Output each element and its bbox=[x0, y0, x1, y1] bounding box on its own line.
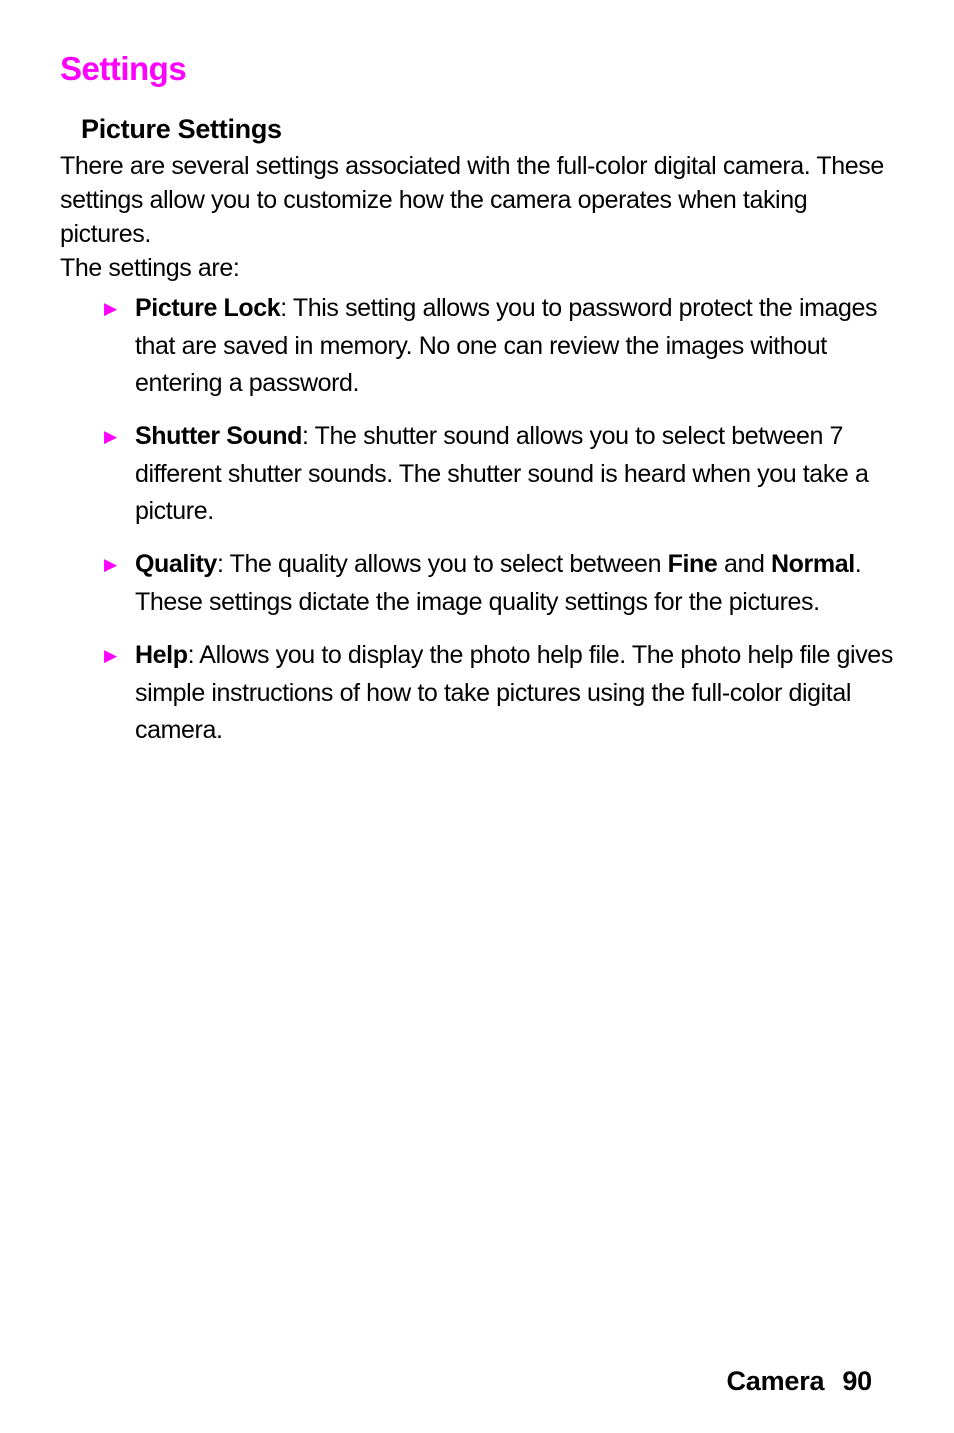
description-quality-middle: and bbox=[717, 550, 772, 578]
description-picture-lock: : This setting allows you to password protect the images that are saved in memory. No one can review the images without entering a password. bbox=[135, 294, 878, 397]
list-item-shutter-sound bbox=[104, 418, 894, 531]
description-quality-start: : The quality allows you to select between bbox=[216, 550, 668, 578]
term-quality: Quality bbox=[135, 550, 217, 578]
description-help: : Allows you to display the photo help file. The photo help file gives simple instructions of how to take pictures using the full-color digital camera. bbox=[135, 641, 893, 744]
triangle-right-icon: ▶ bbox=[104, 555, 117, 574]
triangle-right-icon: ▶ bbox=[104, 646, 117, 665]
term-picture-lock: Picture Lock bbox=[135, 294, 281, 322]
footer-section: Camera bbox=[726, 1366, 825, 1396]
term-help: Help bbox=[135, 641, 188, 669]
settings-list-intro: The settings are: bbox=[60, 254, 240, 282]
page-number: 90 bbox=[842, 1366, 872, 1396]
list-item-text bbox=[135, 418, 894, 531]
page-footer bbox=[726, 1366, 872, 1397]
page-title: Settings bbox=[60, 50, 187, 87]
description-shutter-sound: : The shutter sound allows you to select between 7 different shutter sounds. The shutter sound is heard when you take a picture. bbox=[135, 422, 869, 525]
section-heading: Picture Settings bbox=[81, 114, 282, 144]
term-shutter-sound: Shutter Sound bbox=[135, 422, 303, 450]
list-item-quality bbox=[104, 546, 894, 621]
list-item-help bbox=[104, 637, 894, 750]
list-item-text bbox=[135, 637, 894, 750]
triangle-right-icon: ▶ bbox=[104, 427, 117, 446]
triangle-right-icon: ▶ bbox=[104, 299, 117, 318]
option-normal: Normal bbox=[771, 550, 855, 578]
intro-paragraph: There are several settings associated with the full-color digital camera. These settings allow you to customize how the camera operates when taking pictures. bbox=[60, 152, 884, 248]
option-fine: Fine bbox=[667, 550, 718, 578]
list-item-picture-lock bbox=[104, 290, 894, 403]
list-item-text bbox=[135, 290, 894, 403]
description-quality-end: . These settings dictate the image quality settings for the pictures. bbox=[135, 550, 862, 616]
list-item-text bbox=[135, 546, 894, 621]
